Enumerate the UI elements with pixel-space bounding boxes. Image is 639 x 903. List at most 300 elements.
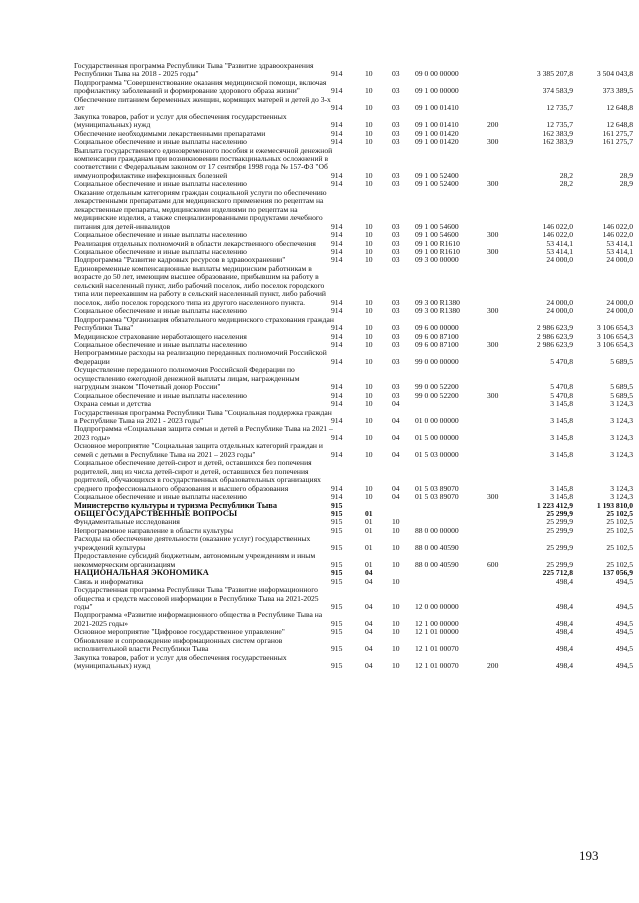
table-row xyxy=(74,316,634,333)
section-code: 10 xyxy=(365,170,373,180)
amount-2021: 25 299,9 xyxy=(546,525,573,535)
ministry-code: 914 xyxy=(331,238,343,248)
row-name: Государственная программа Республики Тыва "Социальная поддержка граждан в Республике Тыва на 2021 - 2023 годы" xyxy=(74,407,332,426)
target-article-code: 01 5 03 89070 xyxy=(415,492,459,502)
amount-2021: 3 145,8 xyxy=(550,449,573,459)
subsection-code: 03 xyxy=(392,103,400,113)
amount-2022: 3 504 043,8 xyxy=(596,69,633,79)
subsection-code: 03 xyxy=(392,137,400,147)
expense-type-code: 300 xyxy=(487,179,499,189)
ministry-code: 914 xyxy=(331,331,343,341)
amount-2022: 161 275,7 xyxy=(602,128,633,138)
ministry-code: 914 xyxy=(331,339,343,349)
ministry-code: 914 xyxy=(331,86,343,96)
amount-2021: 12 735,7 xyxy=(546,120,573,130)
target-article-code: 09 1 00 R1610 xyxy=(415,246,460,256)
ministry-code: 915 xyxy=(331,517,343,527)
ministry-code: 914 xyxy=(331,221,343,231)
target-article-code: 09 1 00 01410 xyxy=(415,120,459,130)
amount-2022: 146 022,0 xyxy=(602,221,633,231)
section-code: 10 xyxy=(365,137,373,147)
ministry-code: 915 xyxy=(331,602,343,611)
subsection-code: 10 xyxy=(392,618,400,628)
section-code: 10 xyxy=(365,492,373,502)
section-code: 10 xyxy=(365,86,373,96)
row-name: Фундаментальные исследования xyxy=(74,517,180,527)
subsection-code: 03 xyxy=(392,297,400,307)
amount-2022: 12 648,8 xyxy=(606,120,633,130)
target-article-code: 09 1 00 00000 xyxy=(415,86,459,96)
amount-2021: 3 145,8 xyxy=(550,492,573,502)
target-article-code: 12 1 01 00070 xyxy=(415,661,459,671)
row-name: Социальное обеспечение и иные выплаты населению xyxy=(74,230,247,240)
amount-2022: 494,5 xyxy=(615,661,633,671)
amount-2022: 3 124,3 xyxy=(610,483,633,493)
ministry-code: 914 xyxy=(331,69,343,79)
subsection-code: 03 xyxy=(392,120,400,130)
ministry-code: 915 xyxy=(331,661,343,671)
section-code: 10 xyxy=(365,69,373,79)
table-row xyxy=(74,189,634,231)
amount-2022: 12 648,8 xyxy=(606,103,633,113)
section-code: 04 xyxy=(365,644,373,654)
target-article-code: 09 0 00 00000 xyxy=(415,69,459,79)
row-name: Подпрограмма "Совершенствование оказания медицинской помощи, включая профилактику заболеваний и формирование здорового образа жизни" xyxy=(74,77,327,96)
ministry-code: 915 xyxy=(331,568,343,578)
amount-2021: 1 223 412,9 xyxy=(536,500,573,510)
ministry-code: 914 xyxy=(331,399,343,409)
target-article-code: 01 5 03 00000 xyxy=(415,449,459,459)
subsection-code: 10 xyxy=(392,525,400,535)
subsection-code: 03 xyxy=(392,86,400,96)
amount-2022: 25 102,5 xyxy=(606,525,633,535)
amount-2022: 494,5 xyxy=(615,576,633,586)
row-name: Подпрограмма "Развитие кадровых ресурсов в здравоохранении" xyxy=(74,255,286,265)
row-name: Государственная программа Республики Тыва "Развитие здравоохранения Республики Тыва на 2018 - 2025 годы" xyxy=(74,61,314,79)
amount-2022: 5 689,5 xyxy=(610,382,633,392)
amount-2021: 3 145,8 xyxy=(550,483,573,493)
table-row xyxy=(74,569,634,577)
amount-2021: 24 000,0 xyxy=(546,255,573,265)
amount-2022: 494,5 xyxy=(615,618,633,628)
subsection-code: 04 xyxy=(392,492,400,502)
target-article-code: 09 6 00 87100 xyxy=(415,331,459,341)
subsection-code: 10 xyxy=(392,517,400,527)
expense-type-code: 300 xyxy=(487,390,499,400)
row-name: Государственная программа Республики Тыва "Развитие информационного общества и средств массовой информации в Республике Тыва на 2021-2025 годы" xyxy=(74,585,319,611)
target-article-code: 09 1 00 01420 xyxy=(415,128,459,138)
amount-2021: 374 583,9 xyxy=(542,86,573,96)
amount-2021: 3 145,8 xyxy=(550,416,573,426)
ministry-code: 915 xyxy=(331,542,343,552)
subsection-code: 03 xyxy=(392,339,400,349)
table-row xyxy=(74,459,634,493)
target-article-code: 12 0 00 00000 xyxy=(415,602,459,611)
table-row xyxy=(74,409,634,426)
row-name: Охрана семьи и детства xyxy=(74,399,151,409)
amount-2021: 3 145,8 xyxy=(550,399,573,409)
row-name: Медицинское страхование неработающего населения xyxy=(74,331,247,341)
row-name: Основное мероприятие "Цифровое государственное управление" xyxy=(74,627,285,637)
amount-2022: 5 689,5 xyxy=(610,356,633,366)
row-name: Единовременные компенсационные выплаты медицинским работникам в возрасте до 50 лет, имеющим высшее образование, прибывшим на работу в сельский населенный пункт, либо рабочий поселок, либо поселок городского типа или переехавшим на работу в сельский населенный пункт, либо рабочий поселок, либо поселок городского типа из другого населенного пункта. xyxy=(74,263,326,307)
expense-type-code: 300 xyxy=(487,137,499,147)
amount-2022: 3 124,3 xyxy=(610,416,633,426)
amount-2022: 3 106 654,3 xyxy=(596,323,633,333)
ministry-code: 914 xyxy=(331,170,343,180)
amount-2021: 498,4 xyxy=(555,661,573,671)
section-code: 10 xyxy=(365,483,373,493)
table-row xyxy=(74,425,634,442)
amount-2022: 3 124,3 xyxy=(610,449,633,459)
amount-2022: 25 102,5 xyxy=(606,542,633,552)
amount-2021: 5 470,8 xyxy=(550,390,573,400)
amount-2022: 24 000,0 xyxy=(606,306,633,316)
row-name: ОБЩЕГОСУДАРСТВЕННЫЕ ВОПРОСЫ xyxy=(74,509,238,519)
subsection-code: 03 xyxy=(392,323,400,333)
amount-2022: 3 124,3 xyxy=(610,492,633,502)
amount-2021: 12 735,7 xyxy=(546,103,573,113)
amount-2022: 137 056,9 xyxy=(602,568,633,578)
ministry-code: 914 xyxy=(331,449,343,459)
amount-2022: 25 102,5 xyxy=(606,509,633,519)
section-code: 10 xyxy=(365,390,373,400)
subsection-code: 03 xyxy=(392,390,400,400)
section-code: 10 xyxy=(365,179,373,189)
target-article-code: 01 0 00 00000 xyxy=(415,416,459,426)
amount-2021: 5 470,8 xyxy=(550,382,573,392)
subsection-code: 10 xyxy=(392,559,400,569)
target-article-code: 01 5 03 89070 xyxy=(415,483,459,493)
section-code: 04 xyxy=(365,568,373,578)
section-code: 10 xyxy=(365,399,373,409)
amount-2021: 24 000,0 xyxy=(546,297,573,307)
amount-2022: 53 414,1 xyxy=(606,246,633,256)
amount-2021: 28,2 xyxy=(559,179,573,189)
page-number: 193 xyxy=(579,848,599,863)
ministry-code: 915 xyxy=(331,500,343,510)
row-name: Выплата государственного единовременного пособия и ежемесячной денежной компенсации гражданам при возникновении поствакцинальных осложнений в соответствии с Федеральным законом от 17 сентября 1998 года № 157-ФЗ "Об иммунопрофилактике инфекционных болезней xyxy=(74,145,333,180)
table-row xyxy=(74,265,634,307)
subsection-code: 03 xyxy=(392,230,400,240)
row-name: Закупка товаров, работ и услуг для обеспечения государственных (муниципальных) нужд xyxy=(74,652,287,671)
table-row xyxy=(74,637,634,654)
table-row xyxy=(74,586,634,611)
amount-2022: 1 193 810,0 xyxy=(596,500,633,510)
amount-2021: 2 986 623,9 xyxy=(536,339,573,349)
ministry-code: 914 xyxy=(331,128,343,138)
amount-2022: 53 414,1 xyxy=(606,238,633,248)
amount-2021: 498,4 xyxy=(555,576,573,586)
target-article-code: 12 1 01 00070 xyxy=(415,644,459,654)
amount-2021: 498,4 xyxy=(555,602,573,611)
row-name: Социальное обеспечение и иные выплаты населению xyxy=(74,492,247,502)
subsection-code: 03 xyxy=(392,331,400,341)
ministry-code: 914 xyxy=(331,297,343,307)
section-code: 10 xyxy=(365,128,373,138)
table-row xyxy=(74,349,634,366)
table-row xyxy=(74,611,634,628)
subsection-code: 04 xyxy=(392,432,400,442)
section-code: 10 xyxy=(365,306,373,316)
row-name: Реализация отдельных полномочий в области лекарственного обеспечения xyxy=(74,238,316,248)
amount-2021: 53 414,1 xyxy=(546,246,573,256)
amount-2022: 28,9 xyxy=(619,170,633,180)
target-article-code: 12 1 01 00000 xyxy=(415,627,459,637)
subsection-code: 03 xyxy=(392,69,400,79)
ministry-code: 914 xyxy=(331,230,343,240)
ministry-code: 914 xyxy=(331,246,343,256)
table-row xyxy=(74,654,634,671)
table-row xyxy=(74,113,634,130)
amount-2022: 24 000,0 xyxy=(606,255,633,265)
row-name: Министерство культуры и туризма Республики Тыва xyxy=(74,500,278,510)
row-name: Обеспечение необходимыми лекарственными препаратами xyxy=(74,128,266,138)
section-code: 01 xyxy=(365,542,373,552)
amount-2021: 498,4 xyxy=(555,644,573,654)
row-name: Подпрограмма "Организация обязательного медицинского страхования граждан Республики Тыва" xyxy=(74,314,334,333)
section-code: 10 xyxy=(365,356,373,366)
budget-table xyxy=(74,62,634,671)
subsection-code: 03 xyxy=(392,306,400,316)
row-name: Подпрограмма «Социальная защита семьи и детей в Республике Тыва на 2021 – 2023 годы» xyxy=(74,424,333,442)
amount-2021: 225 712,8 xyxy=(542,568,573,578)
subsection-code: 03 xyxy=(392,382,400,392)
row-name: Подпрограмма «Развитие информационного общества в Республике Тыва на 2021-2025 годы» xyxy=(74,610,323,628)
expense-type-code: 200 xyxy=(487,120,499,130)
table-row xyxy=(74,96,634,113)
ministry-code: 915 xyxy=(331,644,343,654)
subsection-code: 03 xyxy=(392,128,400,138)
row-name: Расходы на обеспечение деятельности (оказание услуг) государственных учреждений культуры xyxy=(74,534,311,552)
subsection-code: 03 xyxy=(392,221,400,231)
target-article-code: 88 0 00 00000 xyxy=(415,525,459,535)
subsection-code: 03 xyxy=(392,238,400,248)
section-code: 10 xyxy=(365,120,373,130)
ministry-code: 914 xyxy=(331,255,343,265)
section-code: 04 xyxy=(365,661,373,671)
amount-2022: 3 124,3 xyxy=(610,432,633,442)
amount-2022: 3 106 654,3 xyxy=(596,331,633,341)
amount-2021: 146 022,0 xyxy=(542,221,573,231)
ministry-code: 914 xyxy=(331,120,343,130)
amount-2021: 28,2 xyxy=(559,170,573,180)
amount-2021: 53 414,1 xyxy=(546,238,573,248)
target-article-code: 99 0 00 52200 xyxy=(415,382,459,392)
amount-2021: 3 385 207,8 xyxy=(536,69,573,79)
section-code: 10 xyxy=(365,432,373,442)
ministry-code: 914 xyxy=(331,416,343,426)
row-name: НАЦИОНАЛЬНАЯ ЭКОНОМИКА xyxy=(74,568,209,578)
table-row xyxy=(74,147,634,181)
row-name: Оказание отдельным категориям граждан социальной услуги по обеспечению лекарственными препаратами для медицинского применения по рецептам на лекарственные препараты, медицинскими изделиями по рецептам на медицинские изделия, а также специализированными продуктами лечебного питания для детей-инвалидов xyxy=(74,187,327,231)
target-article-code: 09 1 00 01410 xyxy=(415,103,459,113)
amount-2022: 25 102,5 xyxy=(606,559,633,569)
target-article-code: 09 1 00 01420 xyxy=(415,137,459,147)
expense-type-code: 300 xyxy=(487,492,499,502)
amount-2021: 5 470,8 xyxy=(550,356,573,366)
amount-2022: 494,5 xyxy=(615,644,633,654)
ministry-code: 914 xyxy=(331,356,343,366)
target-article-code: 88 0 00 40590 xyxy=(415,559,459,569)
target-article-code: 09 1 00 R1610 xyxy=(415,238,460,248)
target-article-code: 09 6 00 87100 xyxy=(415,339,459,349)
row-name: Социальное обеспечение и иные выплаты населению xyxy=(74,390,247,400)
target-article-code: 99 0 00 00000 xyxy=(415,356,459,366)
section-code: 10 xyxy=(365,230,373,240)
amount-2021: 25 299,9 xyxy=(546,559,573,569)
row-name: Социальное обеспечение и иные выплаты населению xyxy=(74,137,247,147)
row-name: Обновление и сопровождение информационных систем органов исполнительной власти Республики Тыва xyxy=(74,635,283,654)
amount-2022: 3 124,3 xyxy=(610,399,633,409)
amount-2022: 24 000,0 xyxy=(606,297,633,307)
table-row xyxy=(74,552,634,569)
amount-2022: 494,5 xyxy=(615,602,633,611)
subsection-code: 03 xyxy=(392,356,400,366)
section-code: 01 xyxy=(365,525,373,535)
ministry-code: 914 xyxy=(331,432,343,442)
section-code: 10 xyxy=(365,323,373,333)
row-name: Предоставление субсидий бюджетным, автономным учреждениям и иным некоммерческим организациям xyxy=(74,551,316,569)
target-article-code: 99 0 00 52200 xyxy=(415,390,459,400)
amount-2021: 25 299,9 xyxy=(546,542,573,552)
ministry-code: 915 xyxy=(331,509,343,519)
target-article-code: 09 1 00 54600 xyxy=(415,230,459,240)
amount-2021: 25 299,9 xyxy=(546,509,573,519)
table-row xyxy=(74,535,634,552)
table-row xyxy=(74,79,634,96)
expense-type-code: 300 xyxy=(487,230,499,240)
subsection-code: 04 xyxy=(392,416,400,426)
row-name: Непрограммные расходы на реализацию переданных полномочий Российской Федерации xyxy=(74,348,327,366)
amount-2021: 498,4 xyxy=(555,627,573,637)
ministry-code: 914 xyxy=(331,103,343,113)
ministry-code: 914 xyxy=(331,323,343,333)
ministry-code: 915 xyxy=(331,618,343,628)
subsection-code: 04 xyxy=(392,449,400,459)
target-article-code: 09 1 00 52400 xyxy=(415,170,459,180)
subsection-code: 10 xyxy=(392,627,400,637)
section-code: 04 xyxy=(365,602,373,611)
section-code: 01 xyxy=(365,517,373,527)
target-article-code: 09 3 00 R1380 xyxy=(415,306,460,316)
expense-type-code: 300 xyxy=(487,339,499,349)
amount-2021: 162 383,9 xyxy=(542,128,573,138)
subsection-code: 04 xyxy=(392,483,400,493)
section-code: 10 xyxy=(365,297,373,307)
section-code: 01 xyxy=(365,509,373,519)
subsection-code: 03 xyxy=(392,246,400,256)
section-code: 10 xyxy=(365,416,373,426)
table-row xyxy=(74,442,634,459)
row-name: Непрограммное направление в области культуры xyxy=(74,525,233,535)
subsection-code: 03 xyxy=(392,255,400,265)
target-article-code: 09 1 00 54600 xyxy=(415,221,459,231)
amount-2022: 3 106 654,3 xyxy=(596,339,633,349)
row-name: Осуществление переданного полномочия Российской Федерации по осуществлению ежегодной денежной выплаты лицам, награжденным нагрудным знаком "Почетный донор России" xyxy=(74,365,300,392)
target-article-code: 09 3 00 R1380 xyxy=(415,297,460,307)
ministry-code: 914 xyxy=(331,306,343,316)
row-name: Социальное обеспечение и иные выплаты населению xyxy=(74,246,247,256)
row-name: Основное мероприятие "Социальная защита отдельных категорий граждан и семей с детьми в Республике Тыва на 2021 – 2023 годы" xyxy=(74,441,323,459)
subsection-code: 10 xyxy=(392,644,400,654)
row-name: Обеспечение питанием беременных женщин, кормящих матерей и детей до 3-х лет xyxy=(74,94,331,113)
ministry-code: 914 xyxy=(331,382,343,392)
ministry-code: 914 xyxy=(331,179,343,189)
section-code: 04 xyxy=(365,576,373,586)
table-row xyxy=(74,366,634,391)
amount-2022: 494,5 xyxy=(615,627,633,637)
target-article-code: 09 1 00 52400 xyxy=(415,179,459,189)
row-name: Социальное обеспечение и иные выплаты населению xyxy=(74,339,247,349)
expense-type-code: 300 xyxy=(487,306,499,316)
amount-2021: 146 022,0 xyxy=(542,230,573,240)
section-code: 10 xyxy=(365,339,373,349)
target-article-code: 01 5 00 00000 xyxy=(415,432,459,442)
amount-2022: 5 689,5 xyxy=(610,390,633,400)
section-code: 10 xyxy=(365,103,373,113)
expense-type-code: 300 xyxy=(487,246,499,256)
amount-2022: 25 102,5 xyxy=(606,517,633,527)
subsection-code: 10 xyxy=(392,542,400,552)
amount-2021: 2 986 623,9 xyxy=(536,331,573,341)
ministry-code: 915 xyxy=(331,525,343,535)
subsection-code: 04 xyxy=(392,399,400,409)
amount-2022: 373 389,5 xyxy=(602,86,633,96)
target-article-code: 12 1 00 00000 xyxy=(415,618,459,628)
amount-2021: 24 000,0 xyxy=(546,306,573,316)
section-code: 10 xyxy=(365,221,373,231)
expense-type-code: 600 xyxy=(487,559,499,569)
row-name: Закупка товаров, работ и услуг для обеспечения государственных (муниципальных) нужд xyxy=(74,111,287,130)
amount-2021: 3 145,8 xyxy=(550,432,573,442)
amount-2021: 162 383,9 xyxy=(542,137,573,147)
row-name: Социальное обеспечение и иные выплаты населению xyxy=(74,179,247,189)
amount-2022: 146 022,0 xyxy=(602,230,633,240)
ministry-code: 914 xyxy=(331,483,343,493)
ministry-code: 914 xyxy=(331,492,343,502)
table-row xyxy=(74,62,634,79)
amount-2022: 161 275,7 xyxy=(602,137,633,147)
expense-type-code: 200 xyxy=(487,661,499,671)
subsection-code: 03 xyxy=(392,170,400,180)
section-code: 10 xyxy=(365,382,373,392)
row-name: Социальное обеспечение детей-сирот и детей, оставшихся без попечения родителей, лиц из числа детей-сирот и детей, оставшихся без попечения родителей, обучающихся в государственных образовательных организациях среднего профессионального образования и высшего образования xyxy=(74,458,321,493)
section-code: 04 xyxy=(365,618,373,628)
section-code: 10 xyxy=(365,246,373,256)
subsection-code: 10 xyxy=(392,661,400,671)
ministry-code: 914 xyxy=(331,137,343,147)
section-code: 10 xyxy=(365,255,373,265)
amount-2021: 498,4 xyxy=(555,618,573,628)
target-article-code: 09 3 00 00000 xyxy=(415,255,459,265)
amount-2021: 2 986 623,9 xyxy=(536,323,573,333)
ministry-code: 915 xyxy=(331,627,343,637)
subsection-code: 10 xyxy=(392,602,400,611)
amount-2022: 28,9 xyxy=(619,179,633,189)
section-code: 04 xyxy=(365,627,373,637)
ministry-code: 914 xyxy=(331,390,343,400)
subsection-code: 03 xyxy=(392,179,400,189)
target-article-code: 09 6 00 00000 xyxy=(415,323,459,333)
subsection-code: 10 xyxy=(392,576,400,586)
section-code: 10 xyxy=(365,331,373,341)
amount-2021: 25 299,9 xyxy=(546,517,573,527)
section-code: 10 xyxy=(365,238,373,248)
section-code: 01 xyxy=(365,559,373,569)
row-name: Социальное обеспечение и иные выплаты населению xyxy=(74,306,247,316)
ministry-code: 915 xyxy=(331,576,343,586)
